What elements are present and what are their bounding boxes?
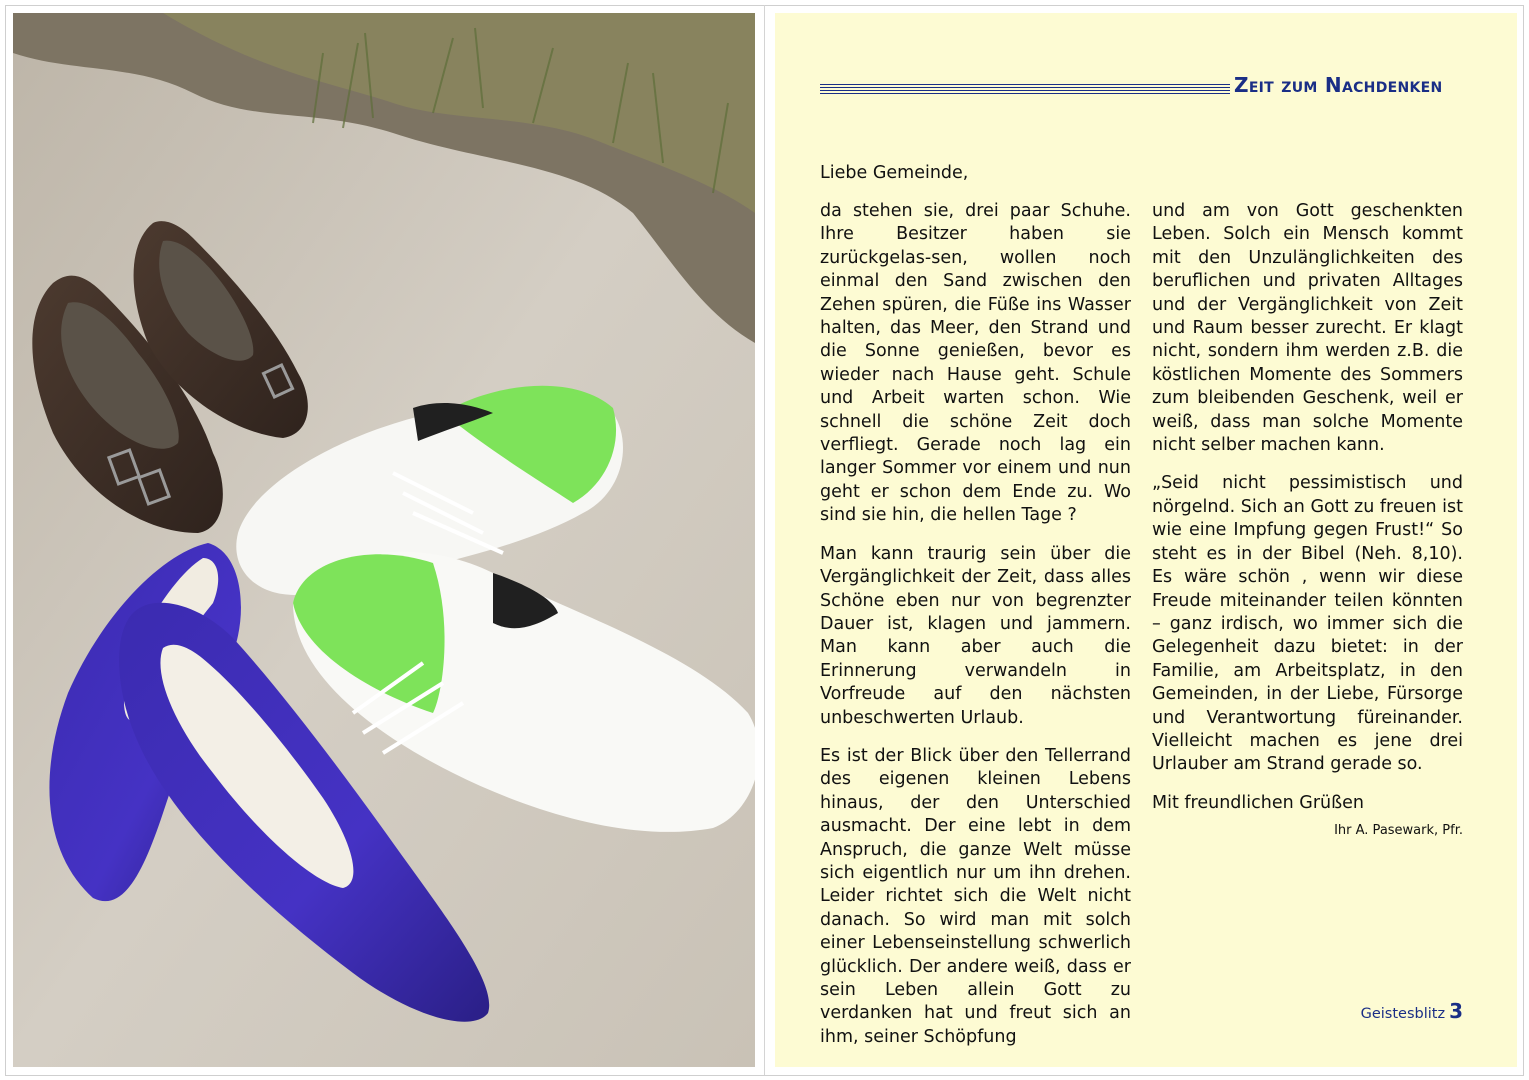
paragraph: und am von Gott geschenkten Leben. Solch ein Mensch kommt mit den Unzulänglichkeiten des beruflichen und privaten Alltages und der Vergänglichkeit von Zeit und Raum besser zurecht. Er klagt nicht, sondern ihm werden z.B. die köstlichen Momente des Sommers zum bleibenden Geschenk, weil er weiß, dass man solche Momente nicht selber machen kann. [1152, 201, 1463, 456]
heading-rule [820, 84, 1230, 94]
paragraph: Es ist der Blick über den Tellerrand des eigenen kleinen Lebens hinaus, der den Unterschied ausmacht. Der eine lebt in dem Anspruch, die ganze Welt müsse sich eigentlich nur um ihn drehen. Leider richtet sich die Welt nicht danach. So wird man mit solch einer Lebenseinstellung schwerlich glücklich. Der andere weiß, dass er sein Leben allein Gott zu verdanken hat und freut sich an ihm, seiner Schöpfung [820, 745, 1131, 1047]
publication-name: Geistesblitz [1360, 1006, 1446, 1022]
signature: Ihr A. Pasewark, Pfr. [1334, 823, 1463, 839]
salutation: Liebe Gemeinde, [820, 163, 969, 183]
text-page [775, 13, 1517, 1067]
text-column-left [820, 200, 1131, 1064]
page-footer [1361, 999, 1463, 1023]
shoes-photo [13, 13, 755, 1067]
closing: Mit freundlichen Grüßen [1152, 792, 1364, 813]
page-fold [764, 5, 765, 1075]
text-column-right [1152, 200, 1463, 843]
page-number: 3 [1449, 999, 1463, 1023]
page-title: Zeit zum Nachdenken [1234, 73, 1443, 97]
paragraph: da stehen sie, drei paar Schuhe. Ihre Besitzer haben sie zurückgelas-sen, wollen noch einmal den Sand zwischen den Zehen spüren, die Füße ins Wasser halten, das Meer, den Strand und die Sonne genießen, bevor es wieder nach Hause geht. Schule und Arbeit warten schon. Wie schnell die schöne Zeit doch verfliegt. Gerade noch lag ein langer Sommer vor einem und nun geht er schon dem Ende zu. Wo sind sie hin, die hellen Tage ? [820, 201, 1131, 526]
paragraph: „Seid nicht pessimistisch und nörgelnd. Sich an Gott zu freuen ist wie eine Impfung gegen Frust!“ So steht es in der Bibel (Neh. 8,10). Es wäre schön , wenn wir diese Freude miteinander teilen könnten – ganz irdisch, wo immer sich die Gelegenheit dazu bietet: in der Familie, am Arbeitsplatz, in den Gemeinden, in der Liebe, Fürsorge und Verantwortung füreinander. Vielleicht machen es jene drei Urlauber am Strand gerade so. [1152, 473, 1463, 775]
paragraph: Man kann traurig sein über die Vergänglichkeit der Zeit, dass alles Schöne eben nur von begrenzter Dauer ist, klagen und jammern. Man kann aber auch die Erinnerung verwandeln in Vorfreude auf den nächsten unbeschwerten Urlaub. [820, 543, 1131, 728]
